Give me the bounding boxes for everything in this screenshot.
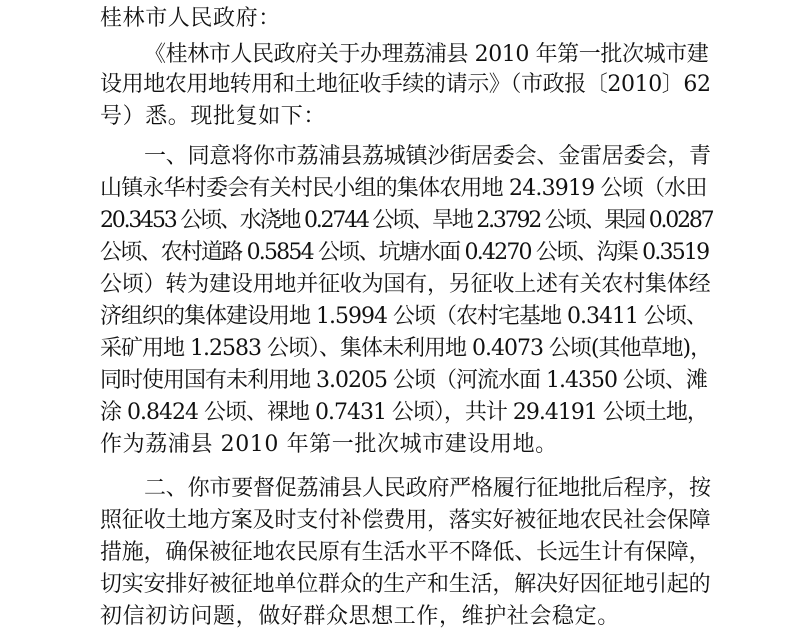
intro-line-2: 设用地农用地转用和土地征收手续的请示》（市政报〔2010〕62 [100, 72, 711, 97]
item-2-line-1: 二、你市要督促荔浦县人民政府严格履行征地批后程序，按 [144, 476, 711, 501]
item-1-line-9: 涂 0.8424 公顷、裸地 0.7431 公顷），共计 29.4191 公顷土地， [100, 400, 708, 425]
item-1-line-8: 同时使用国有未利用地 3.0205 公顷（河流水面 1.4350 公顷、滩 [100, 368, 707, 393]
item-2-line-5: 初信初访问题，做好群众思想工作，维护社会稳定。 [100, 604, 620, 629]
item-1-line-3: 20.3453 公顷、水浇地 0.2744 公顷、旱地 2.3792 公顷、果园 0.0287 [100, 208, 713, 233]
item-1-line-10: 作为荔浦县 2010 年第一批次城市建设用地。 [100, 432, 558, 457]
item-1-line-2: 山镇永华村委会有关村民小组的集体农用地 24.3919 公顷（水田 [100, 176, 707, 201]
item-1-line-5: 公顷）转为建设用地并征收为国有，另征收上述有关农村集体经 [100, 272, 711, 297]
item-1-line-4: 公顷、农村道路 0.5854 公顷、坑塘水面 0.4270 公顷、沟渠 0.3519 [100, 240, 709, 265]
item-2-line-3: 措施，确保被征地农民原有生活水平不降低、长远生计有保障， [100, 540, 711, 565]
item-1-line-1: 一、同意将你市荔浦县荔城镇沙街居委会、金雷居委会，青 [144, 144, 711, 169]
item-2-line-4: 切实安排好被征地单位群众的生产和生活，解决好因征地引起的 [100, 572, 711, 597]
item-1-line-7: 采矿用地 1.2583 公顷）、集体未利用地 0.4073 公顷(其他草地)， [100, 336, 712, 361]
intro-line-1: 《桂林市人民政府关于办理荔浦县 2010 年第一批次城市建 [144, 42, 709, 67]
item-1-line-6: 济组织的集体建设用地 1.5994 公顷（农村宅基地 0.3411 公顷、 [100, 304, 707, 329]
intro-line-3: 号）悉。现批复如下： [100, 104, 327, 129]
item-2-line-2: 照征收土地方案及时支付补偿费用，落实好被征地农民社会保障 [100, 508, 711, 533]
addressee: 桂林市人民政府： [100, 6, 281, 31]
